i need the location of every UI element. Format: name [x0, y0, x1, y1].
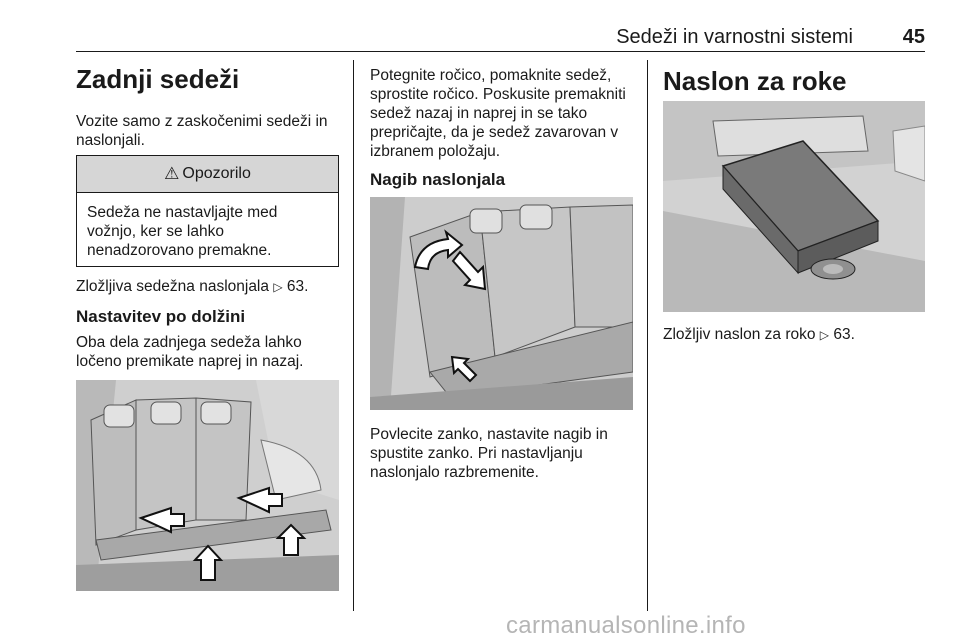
section-heading: Naslon za roke	[663, 66, 847, 96]
rear-seat-slide-illustration	[76, 380, 339, 591]
cross-reference[interactable]: Zložljiv naslon za roko ▷ 63.	[663, 326, 855, 343]
warning-box	[76, 155, 339, 267]
cross-reference[interactable]: Zložljiva sedežna naslonjala ▷ 63.	[76, 278, 309, 295]
warning-triangle-icon: ⚠	[164, 164, 180, 183]
subheading: Nastavitev po dolžini	[76, 307, 246, 326]
backrest-recline-illustration	[370, 197, 633, 410]
warning-title: Opozorilo	[182, 165, 251, 182]
column-divider	[647, 60, 648, 611]
watermark: carmanualsonline.info	[506, 612, 746, 639]
body-text: Oba dela zadnjega sedeža lahko ločeno premikate naprej in nazaj.	[76, 334, 304, 370]
section-title: Sedeži in varnostni sistemi	[616, 26, 853, 48]
triangle-right-icon: ▷	[819, 328, 830, 342]
page-header	[76, 26, 925, 52]
armrest-illustration	[663, 101, 925, 312]
intro-text: Vozite samo z zaskočenimi sedeži in naslonjali.	[76, 113, 328, 149]
column-divider	[353, 60, 354, 611]
section-heading: Zadnji sedeži	[76, 64, 240, 94]
subheading: Nagib naslonjala	[370, 170, 506, 189]
figure-caption: Povlecite zanko, nastavite nagib in spustite zanko. Pri nastavljanju naslonjalo razbremenite.	[370, 426, 608, 481]
warning-text: Sedeža ne nastavljajte med vožnjo, ker se lahko nenadzorovano premakne.	[87, 204, 278, 259]
body-text: Potegnite ročico, pomaknite sedež, sprostite ročico. Poskusite premakniti sedež nazaj in naprej in se tako prepričajte, da je sedež zavarovan v izbranem položaju.	[370, 67, 626, 160]
warning-header	[77, 156, 338, 193]
triangle-right-icon: ▷	[273, 280, 283, 294]
page-number: 45	[902, 26, 925, 48]
header-rule	[76, 51, 925, 52]
